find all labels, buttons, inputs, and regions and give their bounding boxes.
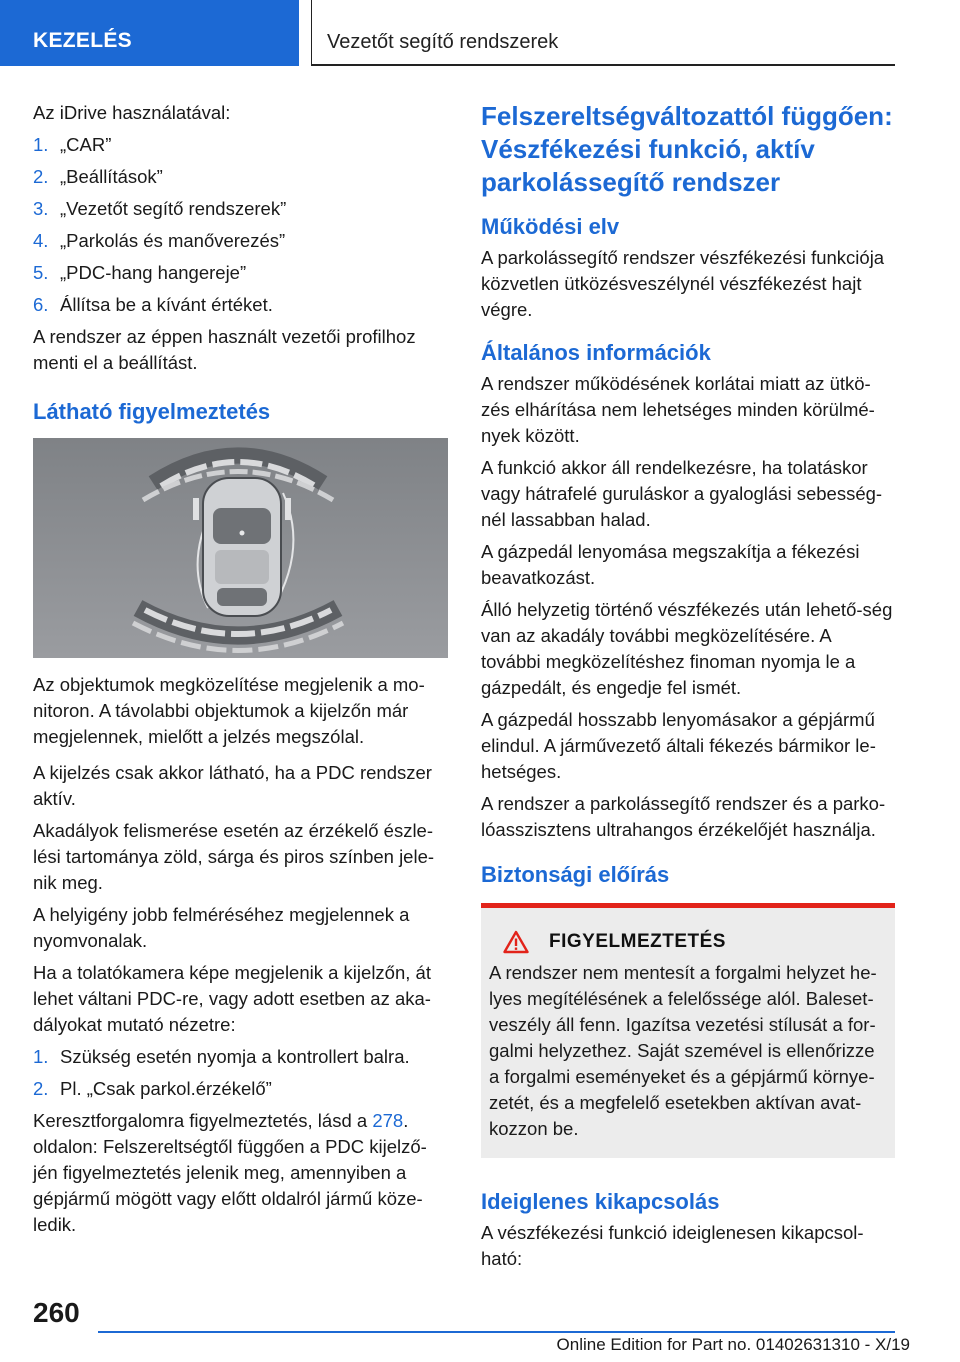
- page-number: 260: [33, 1297, 80, 1328]
- temporary-off-text: A vészfékezési funkció ideiglenesen kikapcsol-ható:: [481, 1222, 864, 1269]
- header-divider: [311, 0, 312, 66]
- paragraph-pdc-active: A kijelzés csak akkor látható, ha a PDC rendszer aktív.: [33, 762, 432, 809]
- section-tab-label: KEZELÉS: [33, 29, 132, 52]
- warning-text: A rendszer nem mentesít a forgalmi helyzet he-lyes megítélésének a felelőssége alól. Baleset-veszély áll fenn. Igazítsa vezetési stílusát a for-galmi helyzethez. Saját szemével is ellenőrizze a forgalmi eseményeket és a gépjármű környe-zetét, és a megfelelő esetekben aktívan avat-kozzon be.: [489, 962, 877, 1139]
- page-reference-link[interactable]: 278: [372, 1110, 404, 1131]
- step-item: 5. „PDC-hang hangereje”: [33, 262, 247, 283]
- profile-note: A rendszer az éppen használt vezetői profilhoz menti el a beállítást.: [33, 326, 416, 373]
- general-info-heading: Általános információk: [481, 340, 711, 365]
- paragraph-cross-traffic: Keresztforgalomra figyelmeztetés, lásd a 278. oldalon: Felszereltségtől függően a PDC kijelző-jén figyelmeztetés jelenik meg, amennyiben a gépjármű mögött vagy előtt oldalról jármű köze-ledik.: [33, 1110, 427, 1235]
- paragraph-tracks: A helyigény jobb felméréséhez megjelennek a nyomvonalak.: [33, 904, 410, 951]
- step-item: 2. Pl. „Csak parkol.érzékelő”: [33, 1078, 272, 1099]
- step-item: 2. „Beállítások”: [33, 166, 163, 187]
- step-item: 1. Szükség esetén nyomja a kontrollert balra.: [33, 1046, 410, 1067]
- step-item: 3. „Vezetőt segítő rendszerek”: [33, 198, 287, 219]
- page-header: [0, 0, 960, 66]
- general-para-3: A gázpedál lenyomása megszakítja a fékezési beavatkozást.: [481, 541, 860, 588]
- header-rule: [311, 64, 895, 66]
- paragraph-approach: Az objektumok megközelítése megjelenik a mo-nitoron. A távolabbi objektumok a kijelzőn már megjelennek, mielőtt a jelzés megszólal.: [33, 674, 425, 747]
- pdc-car-top-view: [33, 438, 448, 658]
- warning-header: [489, 930, 885, 954]
- temporary-off-heading: Ideiglenes kikapcsolás: [481, 1189, 720, 1214]
- general-para-2: A funkció akkor áll rendelkezésre, ha tolatáskor vagy hátrafelé guruláskor a gyaloglási sebesség-nél lassabban halad.: [481, 457, 883, 530]
- warning-triangle-icon: [503, 930, 529, 954]
- general-para-1: A rendszer működésének korlátai miatt az ütkö-zés elhárítása nem lehetséges minden körülmé-nyek között.: [481, 373, 875, 446]
- general-para-6: A rendszer a parkolássegítő rendszer és a parko-lóasszisztens ultrahangos érzékelőjét használja.: [481, 793, 886, 840]
- edition-note: Online Edition for Part no. 01402631310 - X/19: [556, 1335, 910, 1354]
- step-item: 4. „Parkolás és manőverezés”: [33, 230, 286, 251]
- paragraph-colors: Akadályok felismerése esetén az érzékelő észle-lési tartománya zöld, sárga és piros színben jele-nik meg.: [33, 820, 435, 893]
- left-column: [33, 100, 448, 1244]
- general-para-5: A gázpedál hosszabb lenyomásakor a gépjármű elindul. A járművezető általi fékezés bármikor le-hetséges.: [481, 709, 876, 782]
- section-heading: Felszereltségváltozattól függően: Vészfékezési funkció, aktív parkolássegítő rendszer: [481, 101, 893, 197]
- visual-warning-heading: Látható figyelmeztetés: [33, 399, 271, 424]
- warning-title: FIGYELMEZTETÉS: [549, 931, 726, 952]
- safety-heading: Biztonsági előírás: [481, 862, 670, 887]
- warning-box: [481, 903, 895, 1158]
- paragraph-camera: Ha a tolatókamera képe megjelenik a kijelzőn, át lehet váltani PDC-re, vagy adott esetben az aka-dályokat mutató nézetre:: [33, 962, 431, 1035]
- right-column: [481, 100, 895, 1278]
- chapter-title: Vezetőt segítő rendszerek: [327, 31, 559, 53]
- idrive-steps: [33, 132, 448, 318]
- switch-steps: [33, 1044, 448, 1102]
- step-item: 1. „CAR”: [33, 134, 112, 155]
- section-tab: [0, 0, 299, 66]
- step-item: 6. Állítsa be a kívánt értéket.: [33, 294, 273, 315]
- idrive-intro: Az iDrive használatával:: [33, 102, 231, 123]
- pdc-display-illustration: [33, 438, 448, 658]
- footer-rule: [98, 1331, 895, 1333]
- principle-text: A parkolássegítő rendszer vészfékezési funkciója közvetlen ütközésveszélynél vészfékezést hajt végre.: [481, 247, 885, 320]
- principle-heading: Működési elv: [481, 214, 620, 239]
- general-para-4: Álló helyzetig történő vészfékezés után lehető-ség van az akadály további megközelítésére. A további megközelítéshez finoman nyomja le a gázpedált, és engedje fel ismét.: [481, 599, 893, 698]
